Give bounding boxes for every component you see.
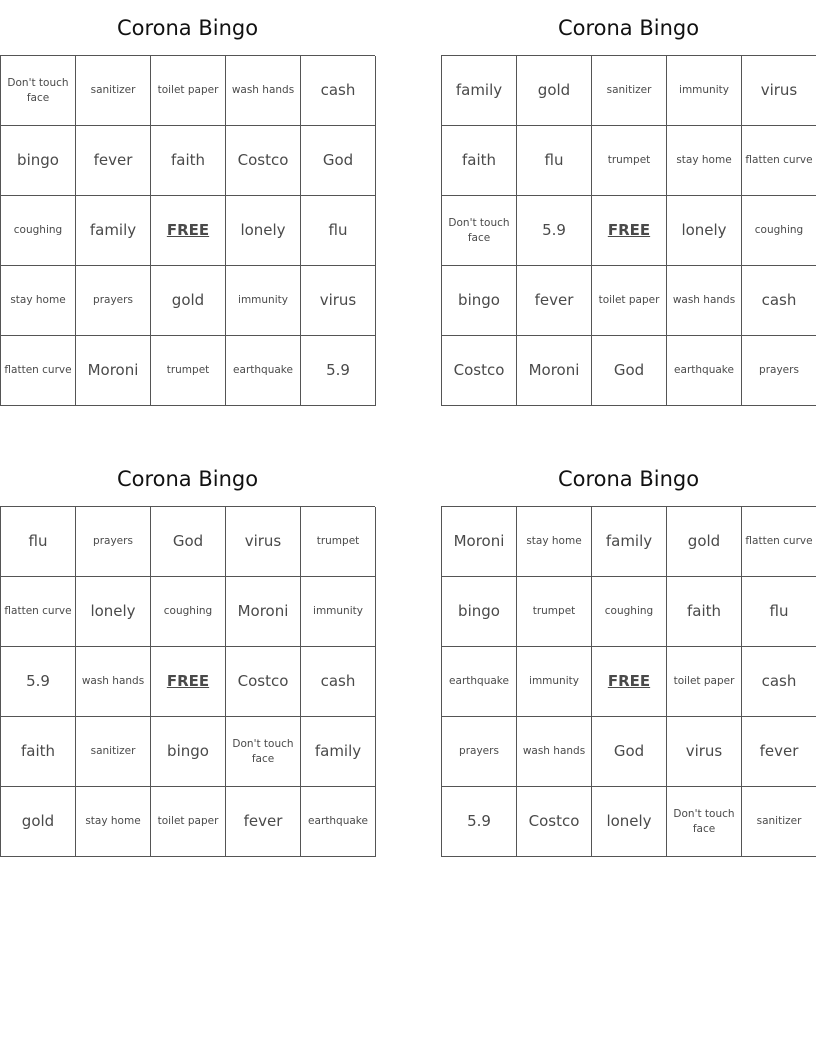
bingo-cell: trumpet [301, 507, 376, 577]
bingo-cell: Don't touch face [1, 56, 76, 126]
bingo-cell: toilet paper [667, 647, 742, 717]
bingo-cell: sanitizer [76, 56, 151, 126]
bingo-cell: family [76, 196, 151, 266]
bingo-cell: bingo [442, 266, 517, 336]
bingo-cell: immunity [517, 647, 592, 717]
bingo-cell: virus [742, 56, 816, 126]
bingo-cell: wash hands [76, 647, 151, 717]
bingo-cell: faith [442, 126, 517, 196]
bingo-cell: Moroni [442, 507, 517, 577]
bingo-cell: 5.9 [1, 647, 76, 717]
bingo-cell: God [151, 507, 226, 577]
bingo-cell: bingo [151, 717, 226, 787]
bingo-cell: earthquake [301, 787, 376, 857]
bingo-cell: coughing [1, 196, 76, 266]
bingo-cell: Moroni [76, 336, 151, 406]
bingo-cell: Moroni [517, 336, 592, 406]
bingo-card-3 [0, 451, 375, 857]
bingo-cell: Costco [226, 647, 301, 717]
bingo-cell: coughing [151, 577, 226, 647]
bingo-cell: coughing [742, 196, 816, 266]
bingo-cell: wash hands [517, 717, 592, 787]
bingo-cell: flatten curve [742, 126, 816, 196]
bingo-cell: prayers [742, 336, 816, 406]
bingo-cell: prayers [76, 266, 151, 336]
bingo-cell: sanitizer [742, 787, 816, 857]
bingo-grid [0, 506, 375, 857]
bingo-cell: wash hands [667, 266, 742, 336]
bingo-cell: wash hands [226, 56, 301, 126]
bingo-cell: cash [742, 266, 816, 336]
bingo-cell: Costco [226, 126, 301, 196]
bingo-grid [441, 506, 816, 857]
bingo-cell: toilet paper [151, 787, 226, 857]
bingo-cell: family [301, 717, 376, 787]
bingo-card-1 [0, 0, 375, 406]
bingo-cell: God [592, 336, 667, 406]
bingo-cell: flatten curve [1, 577, 76, 647]
bingo-cell: lonely [226, 196, 301, 266]
bingo-cell: Don't touch face [442, 196, 517, 266]
free-cell: FREE [592, 647, 667, 717]
bingo-cell: faith [667, 577, 742, 647]
bingo-cell: gold [667, 507, 742, 577]
bingo-cell: trumpet [151, 336, 226, 406]
bingo-cell: virus [226, 507, 301, 577]
bingo-cell: toilet paper [592, 266, 667, 336]
bingo-cell: flu [517, 126, 592, 196]
bingo-cell: fever [742, 717, 816, 787]
bingo-cell: immunity [226, 266, 301, 336]
bingo-cell: earthquake [442, 647, 517, 717]
bingo-cell: gold [517, 56, 592, 126]
bingo-cell: trumpet [592, 126, 667, 196]
bingo-cell: flu [1, 507, 76, 577]
bingo-cell: cash [301, 647, 376, 717]
bingo-cell: flatten curve [742, 507, 816, 577]
bingo-cell: gold [151, 266, 226, 336]
bingo-cell: trumpet [517, 577, 592, 647]
bingo-cell: God [592, 717, 667, 787]
bingo-cell: faith [151, 126, 226, 196]
bingo-cell: Moroni [226, 577, 301, 647]
card-title: Corona Bingo [116, 16, 259, 40]
bingo-cell: Don't touch face [667, 787, 742, 857]
bingo-cell: flatten curve [1, 336, 76, 406]
bingo-cell: flu [301, 196, 376, 266]
bingo-cell: stay home [667, 126, 742, 196]
bingo-card-4 [441, 451, 816, 857]
bingo-cell: 5.9 [301, 336, 376, 406]
card-title: Corona Bingo [116, 467, 259, 491]
bingo-cell: 5.9 [442, 787, 517, 857]
bingo-cell: cash [301, 56, 376, 126]
bingo-cell: sanitizer [592, 56, 667, 126]
bingo-cell: fever [517, 266, 592, 336]
bingo-cell: lonely [76, 577, 151, 647]
bingo-cell: virus [667, 717, 742, 787]
bingo-cell: lonely [592, 787, 667, 857]
bingo-cell: lonely [667, 196, 742, 266]
bingo-cell: family [592, 507, 667, 577]
free-cell: FREE [151, 196, 226, 266]
card-title: Corona Bingo [557, 16, 700, 40]
bingo-cell: Don't touch face [226, 717, 301, 787]
bingo-cell: 5.9 [517, 196, 592, 266]
bingo-cell: fever [226, 787, 301, 857]
bingo-cell: bingo [442, 577, 517, 647]
bingo-cell: immunity [667, 56, 742, 126]
bingo-cell: earthquake [667, 336, 742, 406]
bingo-cell: sanitizer [76, 717, 151, 787]
bingo-grid [441, 55, 816, 406]
bingo-cell: Costco [442, 336, 517, 406]
bingo-cell: Costco [517, 787, 592, 857]
bingo-cell: prayers [442, 717, 517, 787]
bingo-cell: stay home [517, 507, 592, 577]
bingo-cell: prayers [76, 507, 151, 577]
bingo-cell: faith [1, 717, 76, 787]
bingo-cell: stay home [1, 266, 76, 336]
bingo-cell: God [301, 126, 376, 196]
bingo-cell: coughing [592, 577, 667, 647]
free-cell: FREE [592, 196, 667, 266]
free-cell: FREE [151, 647, 226, 717]
bingo-cell: stay home [76, 787, 151, 857]
bingo-cell: cash [742, 647, 816, 717]
card-title: Corona Bingo [557, 467, 700, 491]
bingo-grid [0, 55, 375, 406]
bingo-cell: immunity [301, 577, 376, 647]
bingo-cell: bingo [1, 126, 76, 196]
bingo-cell: family [442, 56, 517, 126]
bingo-card-2 [441, 0, 816, 406]
bingo-cell: flu [742, 577, 816, 647]
bingo-cell: gold [1, 787, 76, 857]
bingo-cell: virus [301, 266, 376, 336]
bingo-cell: earthquake [226, 336, 301, 406]
bingo-cell: toilet paper [151, 56, 226, 126]
bingo-cell: fever [76, 126, 151, 196]
